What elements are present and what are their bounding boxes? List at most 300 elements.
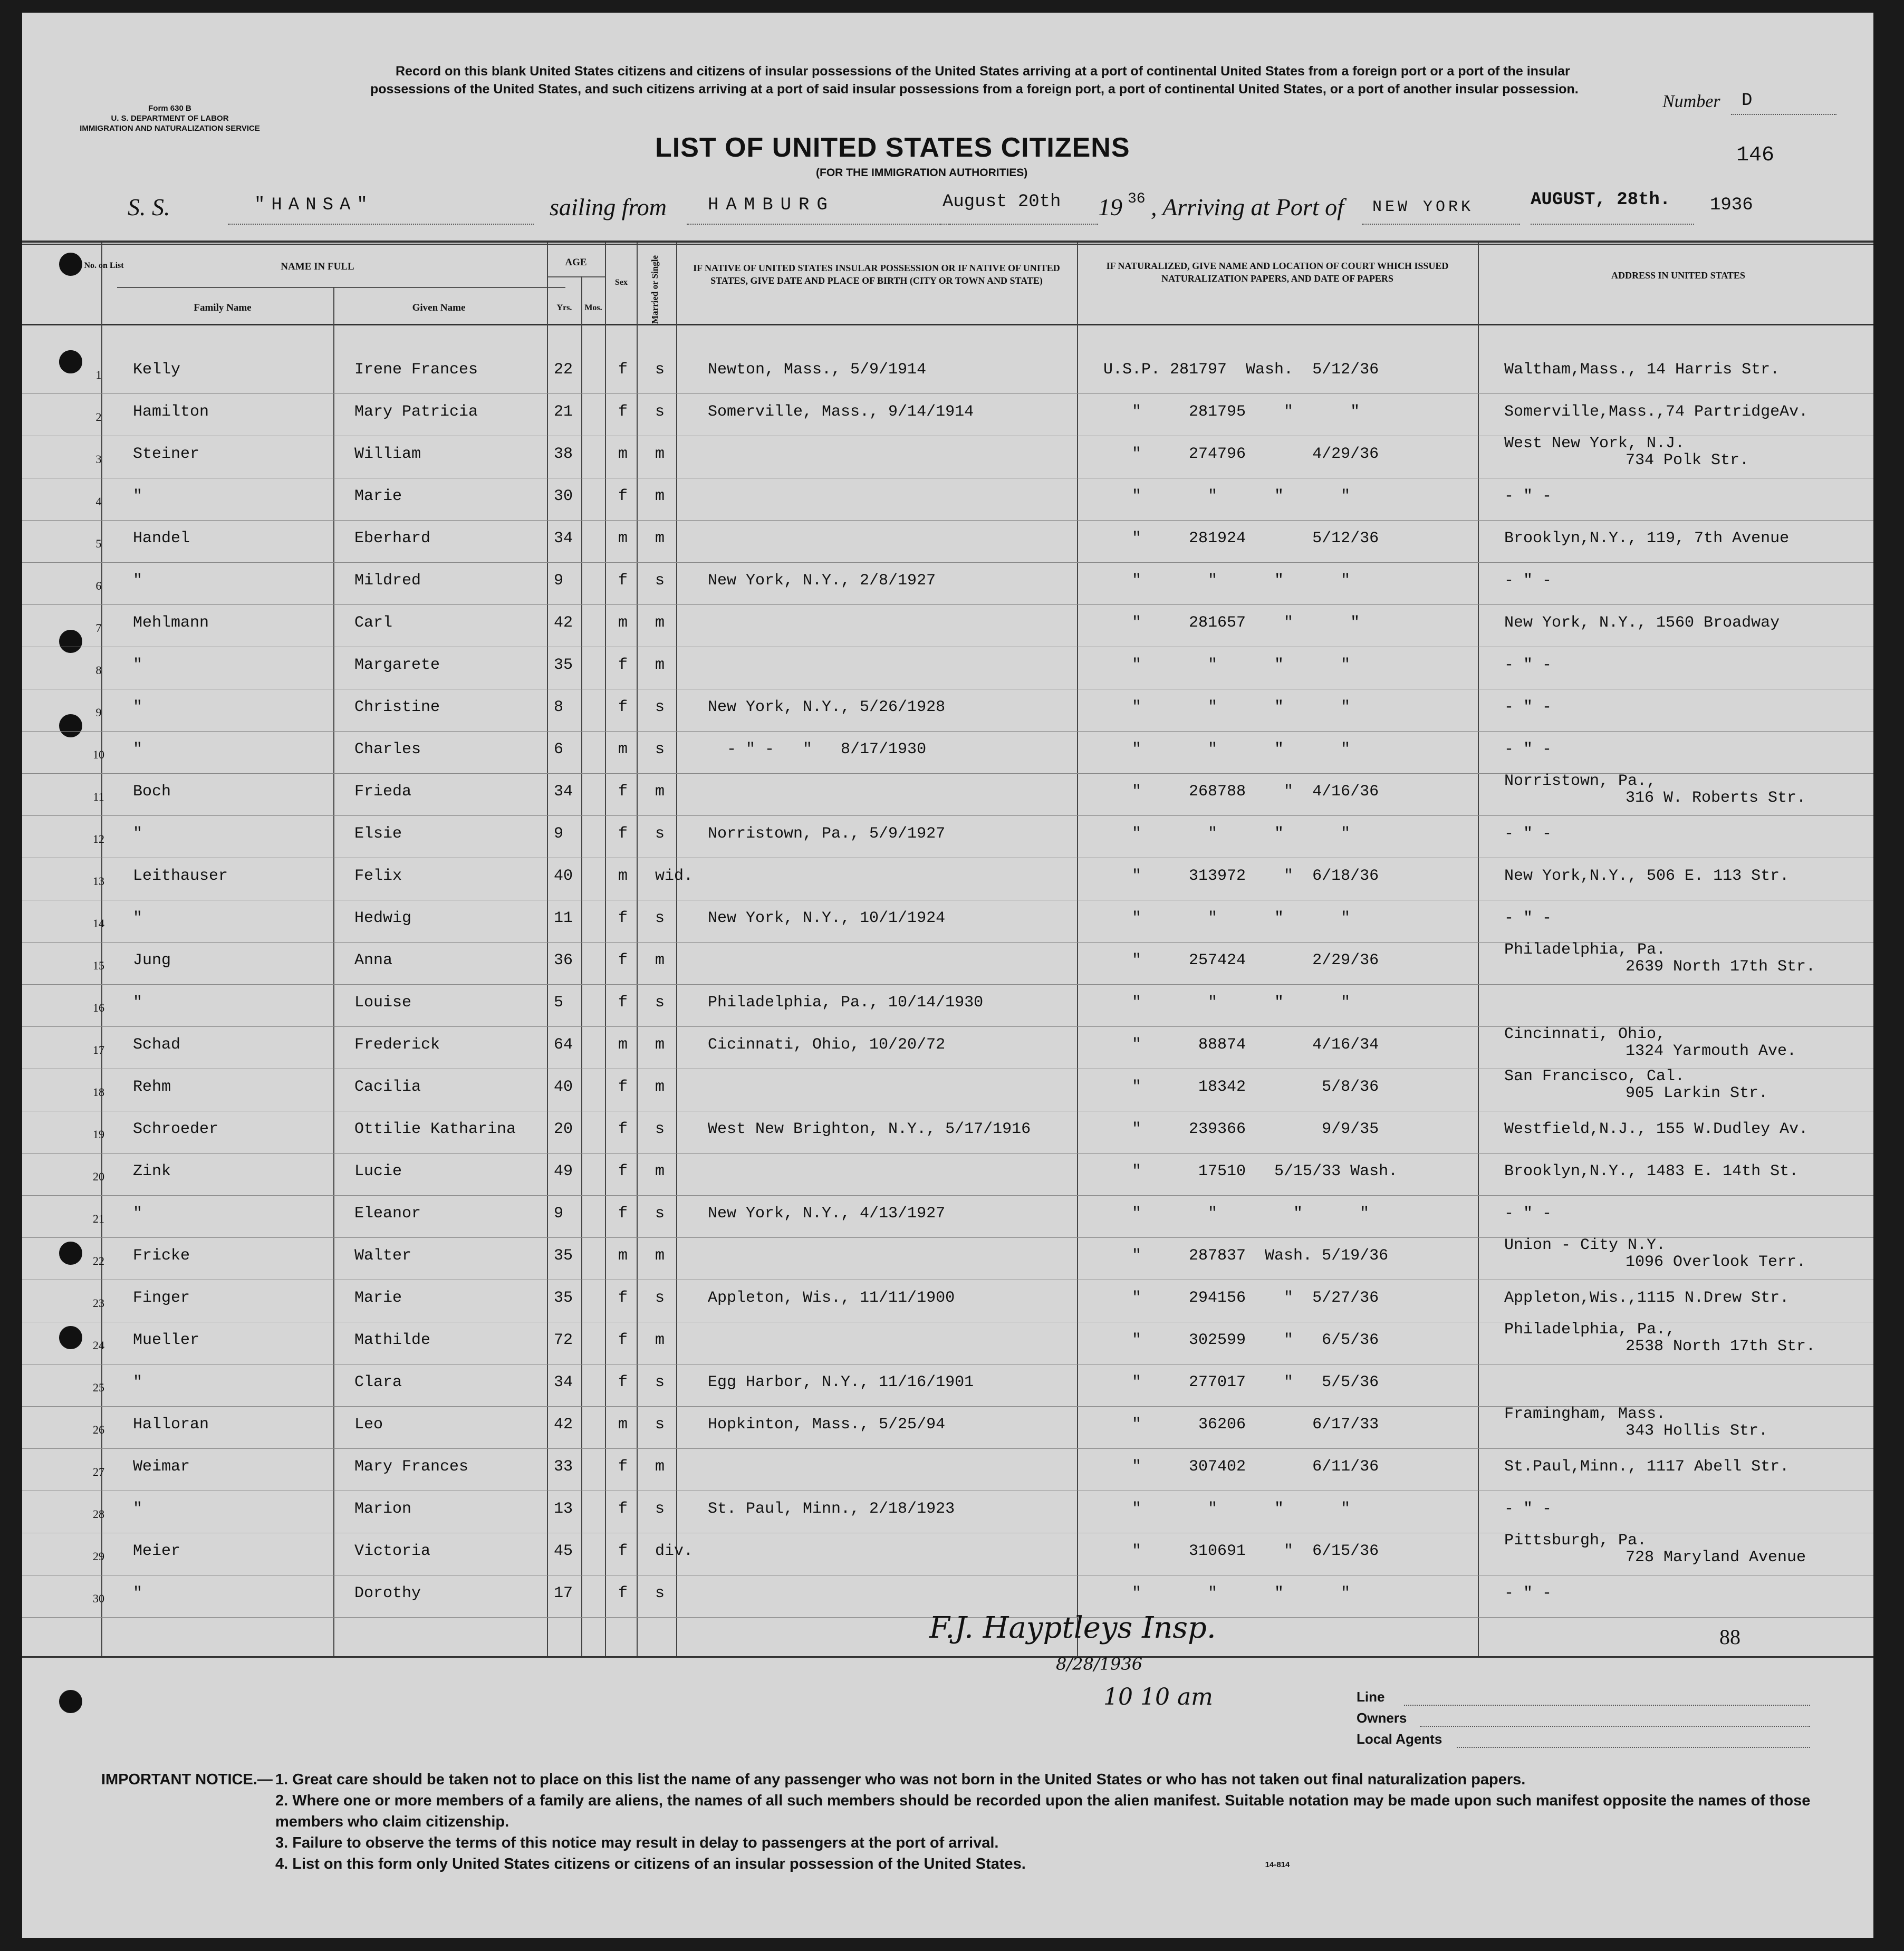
family-name-cell: " (133, 994, 143, 1012)
row-number: 24 (93, 1339, 104, 1352)
manifest-sheet (22, 13, 1873, 1938)
marital-status-cell: m (655, 1078, 665, 1096)
row-number: 17 (93, 1043, 104, 1056)
family-name-cell: Boch (133, 783, 171, 801)
agents-label: Local Agents (1357, 1731, 1443, 1747)
notice-2: 2. Where one or more members of a family are aliens, the names of all such members should be recorded upon the alien manifest. Suitable notation may be made upon such manifest opposite the names of those members who claim citizenship. (275, 1792, 1811, 1830)
naturalization-cell: " 18342 5/8/36 (1103, 1078, 1379, 1096)
sex-cell: m (618, 1416, 628, 1434)
birth-place-date-cell: Appleton, Wis., 11/11/1900 (708, 1289, 955, 1307)
given-name-cell: Marion (354, 1500, 412, 1518)
sex-cell: f (618, 909, 628, 927)
birth-place-date-cell: West New Brighton, N.Y., 5/17/1916 (708, 1120, 1031, 1138)
marital-status-cell: s (655, 1500, 665, 1518)
notice-title: IMPORTANT NOTICE.— (101, 1771, 273, 1788)
naturalization-cell: " 281795 " " (1103, 403, 1360, 421)
birth-place-date-cell: Somerville, Mass., 9/14/1914 (708, 403, 974, 421)
marital-status-cell: s (655, 1289, 665, 1307)
sex-cell: f (618, 656, 628, 674)
naturalization-cell: " " " " (1103, 909, 1351, 927)
age-years-cell: 9 (554, 1205, 564, 1223)
marital-status-cell: s (655, 741, 665, 758)
age-years-cell: 34 (554, 530, 573, 547)
naturalization-cell: " 268788 " 4/16/36 (1103, 783, 1379, 801)
given-name-cell: Margarete (354, 656, 440, 674)
row-number: 3 (95, 453, 102, 466)
given-name-cell: Dorothy (354, 1584, 421, 1602)
address-line-1-cell: - " - (1504, 698, 1552, 716)
age-years-cell: 11 (554, 909, 573, 927)
birth-place-date-cell: Norristown, Pa., 5/9/1927 (708, 825, 946, 843)
address-line-2-cell: 1324 Yarmouth Ave. (1626, 1042, 1797, 1060)
naturalization-cell: " " " " (1103, 656, 1351, 674)
row-number: 2 (95, 410, 102, 424)
birth-place-date-cell: Newton, Mass., 5/9/1914 (708, 361, 927, 379)
family-name-cell: " (133, 487, 143, 505)
marital-status-cell: m (655, 1331, 665, 1349)
punch-hole (59, 714, 82, 737)
given-name-cell: Ottilie Katharina (354, 1120, 516, 1138)
sex-cell: m (618, 1247, 628, 1265)
age-years-cell: 49 (554, 1162, 573, 1180)
naturalization-cell: " 294156 " 5/27/36 (1103, 1289, 1379, 1307)
given-name-cell: Leo (354, 1416, 383, 1434)
sex-cell: f (618, 1500, 628, 1518)
sex-cell: m (618, 445, 628, 463)
age-years-cell: 40 (554, 867, 573, 885)
address-line-1-cell: Norristown, Pa., (1504, 772, 1657, 790)
family-name-cell: Zink (133, 1162, 171, 1180)
age-years-cell: 40 (554, 1078, 573, 1096)
sex-cell: m (618, 741, 628, 758)
number-label: Number (1662, 92, 1720, 111)
marital-status-cell: m (655, 952, 665, 969)
row-number: 25 (93, 1381, 104, 1394)
row-number: 15 (93, 959, 104, 972)
given-name-cell: Mary Patricia (354, 403, 478, 421)
family-name-cell: Schad (133, 1036, 181, 1054)
family-name-cell: Finger (133, 1289, 190, 1307)
age-years-cell: 6 (554, 741, 564, 758)
inspector-signature: F.J. Hayptleys Insp. (929, 1611, 1216, 1645)
marital-status-cell: m (655, 530, 665, 547)
given-name-cell: William (354, 445, 421, 463)
naturalization-cell: " " " " (1103, 487, 1351, 505)
sex-cell: m (618, 1036, 628, 1054)
arrive-date: AUGUST, 28th. (1531, 190, 1671, 210)
family-name-cell: " (133, 1500, 143, 1518)
row-number: 19 (93, 1128, 104, 1141)
marital-status-cell: s (655, 1373, 665, 1391)
sex-cell: f (618, 572, 628, 590)
header-yrs: Yrs. (556, 303, 572, 312)
address-line-2-cell: 316 W. Roberts Str. (1626, 789, 1806, 807)
age-years-cell: 21 (554, 403, 573, 421)
notice-4: 4. List on this form only United States citizens or citizens of an insular possession of the United States. (275, 1856, 1026, 1872)
address-line-2-cell: 1096 Overlook Terr. (1626, 1253, 1806, 1271)
address-line-1-cell: New York, N.Y., 1560 Broadway (1504, 614, 1780, 632)
address-line-1-cell: Pittsburgh, Pa. (1504, 1532, 1647, 1550)
address-line-1-cell: - " - (1504, 572, 1552, 590)
sex-cell: f (618, 487, 628, 505)
age-years-cell: 42 (554, 1416, 573, 1434)
sex-cell: f (618, 1205, 628, 1223)
address-line-1-cell: Philadelphia, Pa. (1504, 941, 1666, 959)
given-name-cell: Walter (354, 1247, 412, 1265)
given-name-cell: Eleanor (354, 1205, 421, 1223)
row-number: 30 (93, 1592, 104, 1605)
family-name-cell: " (133, 698, 143, 716)
address-line-1-cell: New York,N.Y., 506 E. 113 Str. (1504, 867, 1790, 885)
age-years-cell: 45 (554, 1542, 573, 1560)
naturalization-cell: " 88874 4/16/34 (1103, 1036, 1379, 1054)
row-number: 26 (93, 1423, 104, 1436)
birth-place-date-cell: New York, N.Y., 10/1/1924 (708, 909, 946, 927)
given-name-cell: Mary Frances (354, 1458, 469, 1476)
sex-cell: f (618, 994, 628, 1012)
marital-status-cell: m (655, 1247, 665, 1265)
notice-1: 1. Great care should be taken not to place on this list the name of any passenger who was not born in the United States or who has not taken out final naturalization papers. (275, 1771, 1526, 1788)
row-number: 4 (95, 495, 102, 508)
sex-cell: m (618, 867, 628, 885)
address-line-2-cell: 2538 North 17th Str. (1626, 1338, 1816, 1356)
marital-status-cell: s (655, 1205, 665, 1223)
given-name-cell: Carl (354, 614, 393, 632)
address-line-1-cell: - " - (1504, 656, 1552, 674)
marital-status-cell: s (655, 1416, 665, 1434)
naturalization-cell: " 274796 4/29/36 (1103, 445, 1379, 463)
owners-label: Owners (1357, 1710, 1407, 1726)
row-number: 20 (93, 1170, 104, 1183)
birth-place-date-cell: New York, N.Y., 2/8/1927 (708, 572, 936, 590)
row-number: 8 (95, 664, 102, 677)
number-value: D (1742, 91, 1753, 111)
sex-cell: f (618, 1373, 628, 1391)
address-line-1-cell: - " - (1504, 909, 1552, 927)
naturalization-cell: " " " " (1103, 1584, 1351, 1602)
naturalization-cell: " 17510 5/15/33 Wash. (1103, 1162, 1398, 1180)
row-number: 14 (93, 917, 104, 930)
address-line-1-cell: - " - (1504, 1500, 1552, 1518)
naturalization-cell: U.S.P. 281797 Wash. 5/12/36 (1103, 361, 1379, 379)
punch-hole (59, 1242, 82, 1265)
address-line-1-cell: Union - City N.Y. (1504, 1236, 1666, 1254)
given-name-cell: Mildred (354, 572, 421, 590)
family-name-cell: " (133, 656, 143, 674)
sex-cell: f (618, 825, 628, 843)
naturalization-cell: " " " " (1103, 741, 1351, 758)
age-years-cell: 64 (554, 1036, 573, 1054)
family-name-cell: " (133, 741, 143, 758)
family-name-cell: Fricke (133, 1247, 190, 1265)
sex-cell: f (618, 1120, 628, 1138)
row-number: 27 (93, 1465, 104, 1478)
port-from: HAMBURG (708, 195, 835, 215)
given-name-cell: Irene Frances (354, 361, 478, 379)
family-name-cell: Kelly (133, 361, 181, 379)
marital-status-cell: m (655, 1458, 665, 1476)
family-name-cell: Weimar (133, 1458, 190, 1476)
row-number: 5 (95, 537, 102, 550)
given-name-cell: Cacilia (354, 1078, 421, 1096)
family-name-cell: Jung (133, 952, 171, 969)
marital-status-cell: s (655, 698, 665, 716)
family-name-cell: Meier (133, 1542, 181, 1560)
naturalization-cell: " " " " (1103, 572, 1351, 590)
sex-cell: f (618, 361, 628, 379)
birth-place-date-cell: New York, N.Y., 5/26/1928 (708, 698, 946, 716)
marital-status-cell: s (655, 1120, 665, 1138)
given-name-cell: Christine (354, 698, 440, 716)
arriving-label: , Arriving at Port of (1151, 194, 1344, 220)
address-line-1-cell: - " - (1504, 741, 1552, 758)
header-address: ADDRESS IN UNITED STATES (1611, 270, 1745, 281)
sex-cell: m (618, 614, 628, 632)
given-name-cell: Louise (354, 994, 412, 1012)
row-number: 18 (93, 1085, 104, 1099)
given-name-cell: Frieda (354, 783, 412, 801)
sex-cell: f (618, 952, 628, 969)
address-line-1-cell: Westfield,N.J., 155 W.Dudley Av. (1504, 1120, 1809, 1138)
family-name-cell: Hamilton (133, 403, 209, 421)
family-name-cell: Handel (133, 530, 190, 547)
naturalization-cell: " 281657 " " (1103, 614, 1360, 632)
marital-status-cell: m (655, 783, 665, 801)
sex-cell: f (618, 1162, 628, 1180)
address-line-1-cell: - " - (1504, 1584, 1552, 1602)
sex-cell: f (618, 1331, 628, 1349)
marital-status-cell: m (655, 656, 665, 674)
birth-place-date-cell: - " - " 8/17/1930 (708, 741, 927, 758)
sex-cell: f (618, 698, 628, 716)
row-number: 12 (93, 832, 104, 845)
row-number: 1 (95, 368, 102, 381)
age-years-cell: 34 (554, 783, 573, 801)
family-name-cell: " (133, 909, 143, 927)
marital-status-cell: m (655, 445, 665, 463)
row-number: 6 (95, 579, 102, 592)
age-years-cell: 42 (554, 614, 573, 632)
sex-cell: f (618, 1078, 628, 1096)
age-years-cell: 8 (554, 698, 564, 716)
given-name-cell: Frederick (354, 1036, 440, 1054)
row-number: 11 (93, 790, 104, 803)
birth-place-date-cell: Cicinnati, Ohio, 10/20/72 (708, 1036, 946, 1054)
marital-status-cell: s (655, 825, 665, 843)
row-number: 10 (93, 748, 104, 761)
marital-status-cell: s (655, 994, 665, 1012)
header-family-name: Family Name (194, 302, 252, 313)
family-name-cell: Mueller (133, 1331, 200, 1349)
row-number: 28 (93, 1507, 104, 1521)
address-line-1-cell: St.Paul,Minn., 1117 Abell Str. (1504, 1458, 1790, 1476)
marital-status-cell: s (655, 361, 665, 379)
age-years-cell: 34 (554, 1373, 573, 1391)
header-given-name: Given Name (412, 302, 466, 313)
naturalization-cell: " 281924 5/12/36 (1103, 530, 1379, 547)
given-name-cell: Victoria (354, 1542, 431, 1560)
sailing-label: sailing from (550, 194, 667, 220)
given-name-cell: Hedwig (354, 909, 412, 927)
given-name-cell: Lucie (354, 1162, 402, 1180)
sex-cell: m (618, 530, 628, 547)
naturalization-cell: " " " " (1103, 1205, 1370, 1223)
sex-cell: f (618, 1542, 628, 1560)
birth-place-date-cell: Philadelphia, Pa., 10/14/1930 (708, 994, 984, 1012)
row-number: 21 (93, 1212, 104, 1225)
family-name-cell: Rehm (133, 1078, 171, 1096)
sex-cell: f (618, 783, 628, 801)
address-line-2-cell: 343 Hollis Str. (1626, 1422, 1768, 1440)
row-number: 22 (93, 1254, 104, 1267)
family-name-cell: Mehlmann (133, 614, 209, 632)
punch-hole (59, 350, 82, 373)
age-years-cell: 36 (554, 952, 573, 969)
address-line-1-cell: Cincinnati, Ohio, (1504, 1025, 1666, 1043)
intro-text: Record on this blank United States citizens and citizens of insular possessions of the United States arriving at a port of continental United States from a foreign port or a port of the insular possessions of the United States, and such citizens arriving at a port of said insular possessions from a foreign port, a port of continental United States, or a port of another insular possession. (370, 64, 1579, 97)
family-name-cell: Halloran (133, 1416, 209, 1434)
family-name-cell: " (133, 1373, 143, 1391)
time-stamp: 10 10 am (1103, 1684, 1213, 1710)
age-years-cell: 17 (554, 1584, 573, 1602)
naturalization-cell: " 36206 6/17/33 (1103, 1416, 1379, 1434)
address-line-1-cell: - " - (1504, 487, 1552, 505)
header-married-or-single: Married or Single (650, 255, 660, 324)
naturalization-cell: " 277017 " 5/5/36 (1103, 1373, 1379, 1391)
naturalization-cell: " 313972 " 6/18/36 (1103, 867, 1379, 885)
address-line-1-cell: San Francisco, Cal. (1504, 1068, 1685, 1085)
age-years-cell: 35 (554, 1247, 573, 1265)
line-label: Line (1357, 1689, 1385, 1705)
sex-cell: f (618, 403, 628, 421)
row-number: 9 (95, 706, 102, 719)
address-line-1-cell: Brooklyn,N.Y., 119, 7th Avenue (1504, 530, 1790, 547)
sex-cell: f (618, 1289, 628, 1307)
sex-cell: f (618, 1584, 628, 1602)
naturalization-cell: " " " " (1103, 825, 1351, 843)
notice-3: 3. Failure to observe the terms of this notice may result in delay to passengers at the port of arrival. (275, 1834, 999, 1851)
naturalization-cell: " " " " (1103, 994, 1351, 1012)
form-id-block (75, 103, 265, 133)
family-name-cell: Steiner (133, 445, 200, 463)
age-years-cell: 33 (554, 1458, 573, 1476)
department: U. S. DEPARTMENT OF LABOR (111, 114, 229, 123)
header-mos: Mos. (584, 303, 602, 312)
naturalization-cell: " " " " (1103, 698, 1351, 716)
header-no-on-list: No. on List (84, 261, 124, 270)
page-subtitle: (FOR THE IMMIGRATION AUTHORITIES) (816, 167, 1028, 179)
age-years-cell: 35 (554, 656, 573, 674)
age-years-cell: 20 (554, 1120, 573, 1138)
family-name-cell: " (133, 825, 143, 843)
address-line-1-cell: - " - (1504, 1205, 1552, 1223)
family-name-cell: Schroeder (133, 1120, 219, 1138)
form-code: 14-814 (1265, 1860, 1290, 1869)
age-years-cell: 9 (554, 572, 564, 590)
birth-place-date-cell: Egg Harbor, N.Y., 11/16/1901 (708, 1373, 974, 1391)
family-name-cell: Leithauser (133, 867, 228, 885)
naturalization-cell: " 257424 2/29/36 (1103, 952, 1379, 969)
row-number: 23 (93, 1296, 104, 1310)
signature-date: 8/28/1936 (1056, 1654, 1143, 1674)
address-line-1-cell: Philadelphia, Pa., (1504, 1321, 1676, 1339)
marital-status-cell: div. (655, 1542, 694, 1560)
ss-label: S. S. (128, 194, 170, 220)
form-number: Form 630 B (148, 104, 191, 113)
address-line-1-cell: Somerville,Mass.,74 PartridgeAv. (1504, 403, 1809, 421)
given-name-cell: Eberhard (354, 530, 431, 547)
punch-hole (59, 1326, 82, 1349)
given-name-cell: Marie (354, 1289, 402, 1307)
row-number: 29 (93, 1550, 104, 1563)
header-age: AGE (565, 257, 587, 268)
age-years-cell: 5 (554, 994, 564, 1012)
family-name-cell: " (133, 1205, 143, 1223)
service: IMMIGRATION AND NATURALIZATION SERVICE (80, 124, 260, 133)
header-name-in-full: NAME IN FULL (281, 261, 354, 272)
header-sex: Sex (615, 278, 628, 287)
port-to: NEW YORK (1372, 198, 1474, 216)
age-years-cell: 22 (554, 361, 573, 379)
address-line-1-cell: - " - (1504, 825, 1552, 843)
header-birth: IF NATIVE OF UNITED STATES INSULAR POSSESSION OR IF NATIVE OF UNITED STATES, GIVE DATE AND PLACE OF BIRTH (CITY OR TOWN AND STATE) (693, 263, 1060, 286)
marital-status-cell: s (655, 572, 665, 590)
marital-status-cell: m (655, 614, 665, 632)
ship-name: "HANSA" (254, 195, 374, 215)
marital-status-cell: s (655, 1584, 665, 1602)
arrive-year: 1936 (1710, 195, 1753, 215)
page-title: LIST OF UNITED STATES CITIZENS (655, 132, 1130, 163)
naturalization-cell: " 287837 Wash. 5/19/36 (1103, 1247, 1389, 1265)
family-name-cell: " (133, 572, 143, 590)
age-years-cell: 9 (554, 825, 564, 843)
address-line-1-cell: West New York, N.J. (1504, 435, 1685, 453)
marital-status-cell: m (655, 1036, 665, 1054)
given-name-cell: Anna (354, 952, 393, 969)
address-line-1-cell: Framingham, Mass. (1504, 1405, 1666, 1423)
marital-status-cell: m (655, 1162, 665, 1180)
marital-status-cell: s (655, 403, 665, 421)
sail-date: August 20th (943, 192, 1061, 212)
address-line-1-cell: Waltham,Mass., 14 Harris Str. (1504, 361, 1780, 379)
naturalization-cell: " 239366 9/9/35 (1103, 1120, 1379, 1138)
naturalization-cell: " 310691 " 6/15/36 (1103, 1542, 1379, 1560)
birth-place-date-cell: New York, N.Y., 4/13/1927 (708, 1205, 946, 1223)
row-number: 16 (93, 1001, 104, 1014)
family-name-cell: " (133, 1584, 143, 1602)
marital-status-cell: wid. (655, 867, 694, 885)
row-number: 13 (93, 874, 104, 888)
punch-hole (59, 1690, 82, 1713)
total-count: 88 (1719, 1625, 1740, 1649)
naturalization-cell: " 302599 " 6/5/36 (1103, 1331, 1379, 1349)
naturalization-cell: " 307402 6/11/36 (1103, 1458, 1379, 1476)
page-number: 146 (1736, 143, 1775, 167)
marital-status-cell: s (655, 909, 665, 927)
birth-place-date-cell: Hopkinton, Mass., 5/25/94 (708, 1416, 946, 1434)
address-line-2-cell: 728 Maryland Avenue (1626, 1549, 1806, 1566)
given-name-cell: Elsie (354, 825, 402, 843)
age-years-cell: 30 (554, 487, 573, 505)
birth-place-date-cell: St. Paul, Minn., 2/18/1923 (708, 1500, 955, 1518)
sail-year: 36 (1128, 191, 1146, 207)
address-line-2-cell: 734 Polk Str. (1626, 451, 1749, 469)
address-line-1-cell: Appleton,Wis.,1115 N.Drew Str. (1504, 1289, 1790, 1307)
row-number: 7 (95, 621, 102, 635)
age-years-cell: 72 (554, 1331, 573, 1349)
marital-status-cell: m (655, 487, 665, 505)
age-years-cell: 35 (554, 1289, 573, 1307)
